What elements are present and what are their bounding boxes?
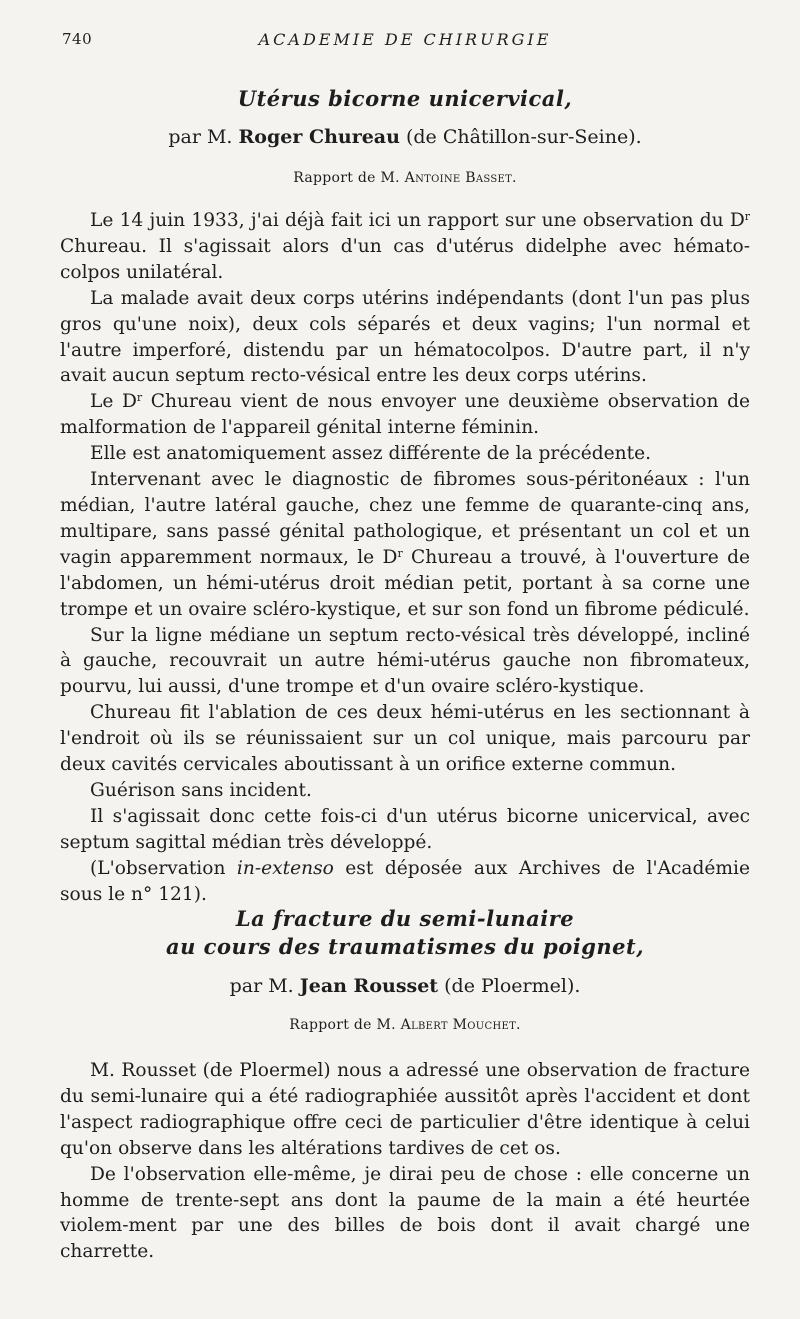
article2-report-line <box>60 1017 750 1033</box>
article2-title-line1: La fracture du semi-lunaire <box>235 906 575 931</box>
report-reporter: Albert Mouchet. <box>400 1017 521 1033</box>
paragraph: Chureau fit l'ablation de ces deux hémi-utérus en les sectionnant à l'endroit où ils se réunissaient sur un col unique, mais parcouru par deux cavités cervicales aboutissant à un orifice externe commun. <box>60 702 750 776</box>
report-prefix: Rapport de M. <box>289 1017 396 1033</box>
page-number: 740 <box>62 30 93 48</box>
article2-body <box>60 1058 750 1265</box>
article1-body <box>60 208 750 907</box>
article1-byline <box>60 126 750 148</box>
paragraph: Elle est anatomiquement assez différente de la précédente. <box>90 443 652 465</box>
paragraph: Le 14 juin 1933, j'ai déjà fait ici un rapport sur une observation du $D^r$ Chureau. Il s'agissait alors d'un cas d'utérus didelphe avec hémato-colpos unilatéral. <box>60 210 750 283</box>
byline-suffix: (de Châtillon-sur-Seine). <box>405 126 642 148</box>
paragraph: Guérison sans incident. <box>90 779 312 801</box>
paragraph: Intervenant avec le diagnostic de fibromes sous-péritonéaux : l'un médian, l'autre latéral gauche, chez une femme de quarante-cinq ans, multipare, sans passé génital pathologique, et présentant un col et un vagin apparemment normaux, le $D^r$ Chureau a trouvé, à l'ouverture de l'abdomen, un hémi-utérus droit médian petit, portant à sa corne une trompe et un ovaire scléro-kystique, et sur son fond un fibrome pédiculé. <box>60 469 750 620</box>
paragraph: (L'observation in-extenso est déposée aux Archives de l'Académie sous le n° 121). <box>60 857 750 905</box>
byline-prefix: par M. <box>168 126 233 148</box>
paragraph: La malade avait deux corps utérins indépendants (dont l'un pas plus gros qu'une noix), deux cols séparés et deux vagins; l'un normal et l'autre imperforé, distendu par un hématocolpos. D'autre part, il n'y avait aucun septum recto-vésical entre les deux corps utérins. <box>60 287 750 387</box>
paragraph: Il s'agissait donc cette fois-ci d'un utérus bicorne unicervical, avec septum sagittal médian très développé. <box>60 805 750 853</box>
paragraph: M. Rousset (de Ploermel) nous a adressé une observation de fracture du semi-lunaire qui a été radiographiée aussitôt après l'accident et dont l'aspect radiographique offre ceci de particulier d'être identique à celui qu'on observe dans les altérations tardives de cet os. <box>60 1060 750 1159</box>
byline-author: Jean Rousset <box>299 975 439 997</box>
report-reporter: Antoine Basset. <box>404 170 517 186</box>
paragraph: Le $D^r$ Chureau vient de nous envoyer une deuxième observation de malformation de l'appareil génital interne féminin. <box>60 391 750 439</box>
report-prefix: Rapport de M. <box>293 170 400 186</box>
running-title: ACADEMIE DE CHIRURGIE <box>258 30 552 49</box>
article2-byline <box>60 975 750 997</box>
byline-prefix: par M. <box>229 975 294 997</box>
article1-report-line <box>60 170 750 186</box>
byline-suffix: (de Ploermel). <box>444 975 581 997</box>
article2-title-line2: au cours des traumatismes du poignet, <box>165 934 645 959</box>
byline-author: Roger Chureau <box>238 126 400 148</box>
running-header <box>60 30 750 54</box>
article1-title: Utérus bicorne unicervical, <box>237 86 573 111</box>
paragraph: De l'observation elle-même, je dirai peu de chose : elle concerne un homme de trente-sept ans dont la paume de la main a été heurtée violem-ment par une des billes de bois dont il avait chargé une charrette. <box>60 1163 750 1263</box>
paragraph: Sur la ligne médiane un septum recto-vésical très développé, incliné à gauche, recouvrait un autre hémi-utérus gauche non fibromateux, pourvu, lui aussi, d'une trompe et d'un ovaire scléro-kystique. <box>60 624 750 698</box>
